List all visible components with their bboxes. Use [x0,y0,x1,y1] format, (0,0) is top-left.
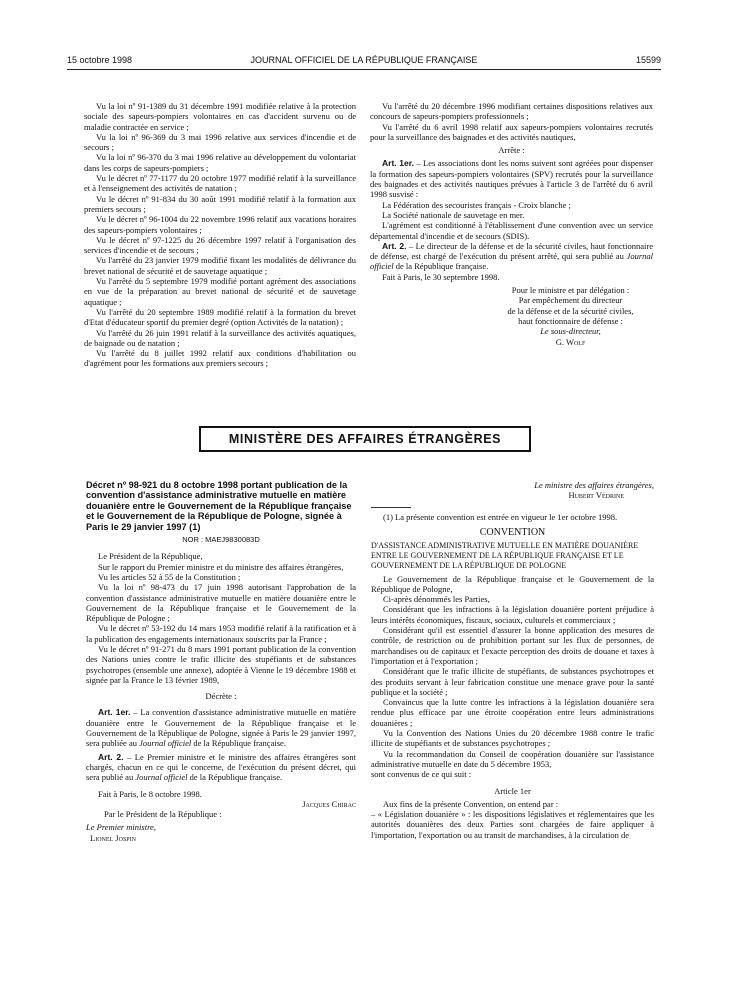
vu-paragraph: Vu l'arrêté du 26 juin 1991 relatif à la surveillance des activités aquatiques, de baignade ou de natation ; [84,327,356,348]
vu-paragraph: Vu les articles 52 à 55 de la Constitution ; [98,571,241,582]
decree-article-1: Art. 1er. – La convention d'assistance administrative mutuelle en matière douanière entre le Gouvernement de la République française et le Gouvernement de la République de Pologne, signée à Paris le 29 janvier 1997, sera publiée au Journal officiel de la République française. [86,707,356,749]
vu-paragraph: Vu l'arrêté du 8 juillet 1992 relatif aux conditions d'habilitation ou d'agrément pour les formations aux premiers secours ; [84,348,356,369]
condition-paragraph: L'agrément est conditionné à l'établissement d'une convention avec un service départemental d'incendie et de secours (SDIS). [370,220,653,241]
arrete-article-2: Art. 2. – Le directeur de la défense et de la sécurité civiles, haut fonctionnaire de défense, est chargé de l'exécution du présent arrêté, qui sera publié au Journal officiel de la République française. [370,240,654,272]
top-right-column [370,101,653,347]
vu-paragraph: Vu la loi nº 96-369 du 3 mai 1996 relative aux services d'incendie et de secours ; [84,131,356,153]
header-date: 15 octobre 1998 [67,55,133,65]
journal-officiel-ref: Journal officiel [135,772,188,783]
vu-paragraph: Vu l'arrêté du 6 avril 1998 relatif aux sapeurs-pompiers volontaires recrutés pour la surveillance des baignades et des activités nautiques, [370,121,653,142]
bottom-right-column [371,480,654,840]
article-label: Art. 1er. [382,158,414,169]
convention-title: CONVENTION [479,526,546,538]
convention-paragraph: Considérant qu'il est essentiel d'assurer la bonne application des mesures de contrôle, de restriction ou de prohibition portant sur les flux de personnes, de marchandises ou de capitaux et l'exacte perception des droits de douane et taxes à l'importation et à l'exportation ; [371,625,654,666]
vu-paragraph: Vu l'arrêté du 5 septembre 1979 modifié portant agrément des associations en vue de la préparation au brevet national de sécurité et de sauvetage aquatique ; [84,276,356,307]
arrete-article-1 [370,158,653,199]
president-name: Jacques Chirac [302,798,356,809]
vu-paragraph: Vu le décret nº 96-1004 du 22 novembre 1996 relatif aux vacations horaires des sapeurs-pompiers volontaires ; [84,214,356,235]
convention-subtitle: D'ASSISTANCE ADMINISTRATIVE MUTUELLE EN MATIÈRE DOUANIÈRE ENTRE LE GOUVERNEMENT DE LA RÉPUBLIQUE FRANÇAISE ET LE GOUVERNEMENT DE LA RÉPUBLIQUE DE POLOGNE [371,541,639,570]
vu-paragraph: Vu le décret nº 91-834 du 30 août 1991 modifié relatif à la formation aux premiers secours ; [84,193,356,214]
convention-paragraph: Vu la Convention des Nations Unies du 20 décembre 1988 contre le trafic illicite de stupéfiants et de substances psychotropes ; [371,728,654,749]
signature-block [488,285,653,347]
vu-paragraph: Vu l'arrêté du 20 décembre 1996 modifiant certaines dispositions relatives aux concours de sapeurs-pompiers professionnels ; [370,101,653,122]
nor-reference: NOR : MAEJ9830083D [182,535,260,545]
page-header [67,52,661,68]
article-item: – « Législation douanière » : les dispositions législatives et réglementaires que les autorités douanières des deux Parties sont chargées de faire appliquer à l'importation, l'exportation ou au transit de marchandises, à la circulation de [371,809,654,840]
vu-paragraph: Vu le décret nº 91-271 du 8 mars 1991 portant publication de la convention des Nations unies contre le trafic illicite des stupéfiants et de substances psychotropes (ensemble une annexe), adoptée à Vienne le 19 décembre 1988 et signée par la France le 13 février 1989, [86,644,356,685]
convention-paragraph: Considérant que les infractions à la législation douanière portent préjudice à leurs intérêts économiques, fiscaux, sociaux, culturels et commerciaux ; [371,604,654,625]
association-item: La Fédération des secouristes français - Croix blanche ; [382,199,571,210]
footnote: (1) La présente convention est entrée en vigueur le 1er octobre 1998. [383,511,618,522]
vu-paragraph: Vu la loi nº 98-473 du 17 juin 1998 autorisant l'approbation de la convention d'assistance administrative mutuelle en matière douanière entre le Gouvernement de la République française et le Gouvernement de la République de Pologne ; [86,582,356,624]
vu-paragraph: Vu le décret nº 77-1177 du 20 octobre 1977 modifié relatif à la surveillance et à l'enseignement des activités de natation ; [84,173,356,194]
premier-ministre-name: Lionel Jospin [90,832,136,843]
signature-line: Pour le ministre et par délégation : [511,285,630,296]
convention-paragraph: Vu la recommandation du Conseil de coopération douanière sur l'assistance administrative mutuelle en date du 5 décembre 1953, [371,748,654,769]
vu-paragraph: Vu la loi nº 91-1389 du 31 décembre 1991 modifiée relative à la protection sociale des sapeurs-pompiers volontaires en cas d'accident survenu ou de maladie contractée en service ; [84,101,356,132]
bottom-left-column [86,480,356,843]
footnote-rule [371,507,411,508]
convention-paragraph: Le Gouvernement de la République française et le Gouvernement de la République de Pologne, [371,573,654,594]
vu-paragraph: Vu la loi nº 96-370 du 3 mai 1996 relative au développement du volontariat dans les corps de sapeurs-pompiers ; [84,152,356,173]
vu-paragraph: Vu le décret nº 53-192 du 14 mars 1953 modifié relatif à la ratification et à la publication des engagements internationaux souscrits par la France ; [86,623,356,644]
article-intro: Aux fins de la présente Convention, on entend par : [383,798,559,809]
article-label: Art. 2. [382,240,407,251]
ministry-heading: MINISTÈRE DES AFFAIRES ÉTRANGÈRES [199,426,531,452]
decree-article-2: Art. 2. – Le Premier ministre et le ministre des affaires étrangères sont chargés, chacun en ce qui le concerne, de l'exécution du présent décret, qui sera publié au Journal officiel de la République française. [86,751,356,783]
ministre-name: Hubert Védrine [568,490,624,501]
signature-line: haut fonctionnaire de défense : [518,315,623,326]
convention-paragraph: Convaincus que la lutte contre les infractions à la législation douanière sera rendue plus efficace par une étroite coopération entre leurs administrations douanières ; [371,697,654,728]
president-line: Le Président de la République, [98,551,203,562]
signature-line: de la défense et de la sécurité civiles, [507,305,634,316]
page-number: 15599 [635,55,661,65]
top-left-column [84,101,356,369]
fait-a-paris: Fait à Paris, le 8 octobre 1998. [98,788,202,799]
article-label: Art. 1er. [98,707,131,718]
ministre-label: Le ministre des affaires étrangères, [534,480,654,490]
decrete-label: Décrète : [205,691,237,702]
association-item: La Société nationale de sauvetage en mer. [382,209,525,220]
convention-paragraph: Ci-après dénommés les Parties, [383,594,490,605]
signer-name: G. Wolf [555,336,586,347]
journal-officiel-ref: Journal officiel [370,251,653,272]
header-rule [67,69,661,70]
vu-paragraph: Vu l'arrêté du 20 septembre 1989 modifié relatif à la formation du brevet d'Etat d'éducateur sportif du premier degré (option Activités de la natation) ; [84,306,356,328]
convention-paragraph: Considérant que le trafic illicite de stupéfiants, de substances psychotropes et des produits servant à leur fabrication constitue une menace grave pour la santé publique et la société ; [371,666,654,697]
convenus-line: sont convenus de ce qui suit : [371,769,472,780]
rapport-line: Sur le rapport du Premier ministre et du ministre des affaires étrangères, [98,561,344,572]
journal-officiel-ref: Journal officiel [139,738,192,749]
par-le-president: Par le Président de la République : [104,809,222,820]
sous-directeur-label: Le sous-directeur, [540,326,601,337]
vu-paragraph: Vu le décret nº 97-1225 du 26 décembre 1997 relatif à l'organisation des services d'incendie et de secours ; [84,234,356,256]
fait-a-paris: Fait à Paris, le 30 septembre 1998. [382,271,500,282]
vu-paragraph: Vu l'arrêté du 23 janvier 1979 modifié fixant les modalités de délivrance du brevet national de sécurité et de sauvetage aquatique ; [84,255,356,276]
signature-line: Par empêchement du directeur [518,295,623,306]
article-text: – Les associations dont les noms suivent sont agréées pour dispenser la formation des sapeurs-pompiers volontaires (SPV) recrutés pour la surveillance des baignades et des activités nautiques prévues à l'article 3 de l'arrêté du 6 avril 1998 susvisé : [370,158,653,200]
decree-title: Décret nº 98-921 du 8 octobre 1998 portant publication de la convention d'assistance administrative mutuelle en matière douanière entre le Gouvernement de la République française et le Gouvernement de la République de Pologne, signée à Paris le 29 janvier 1997 (1) [86,480,352,532]
premier-ministre-label: Le Premier ministre, [86,822,156,833]
journal-title: JOURNAL OFFICIEL DE LA RÉPUBLIQUE FRANÇAISE [250,55,478,65]
arrete-label: Arrête : [498,145,525,156]
article-title: Article 1er [494,785,531,796]
article-label: Art. 2. [98,751,124,762]
